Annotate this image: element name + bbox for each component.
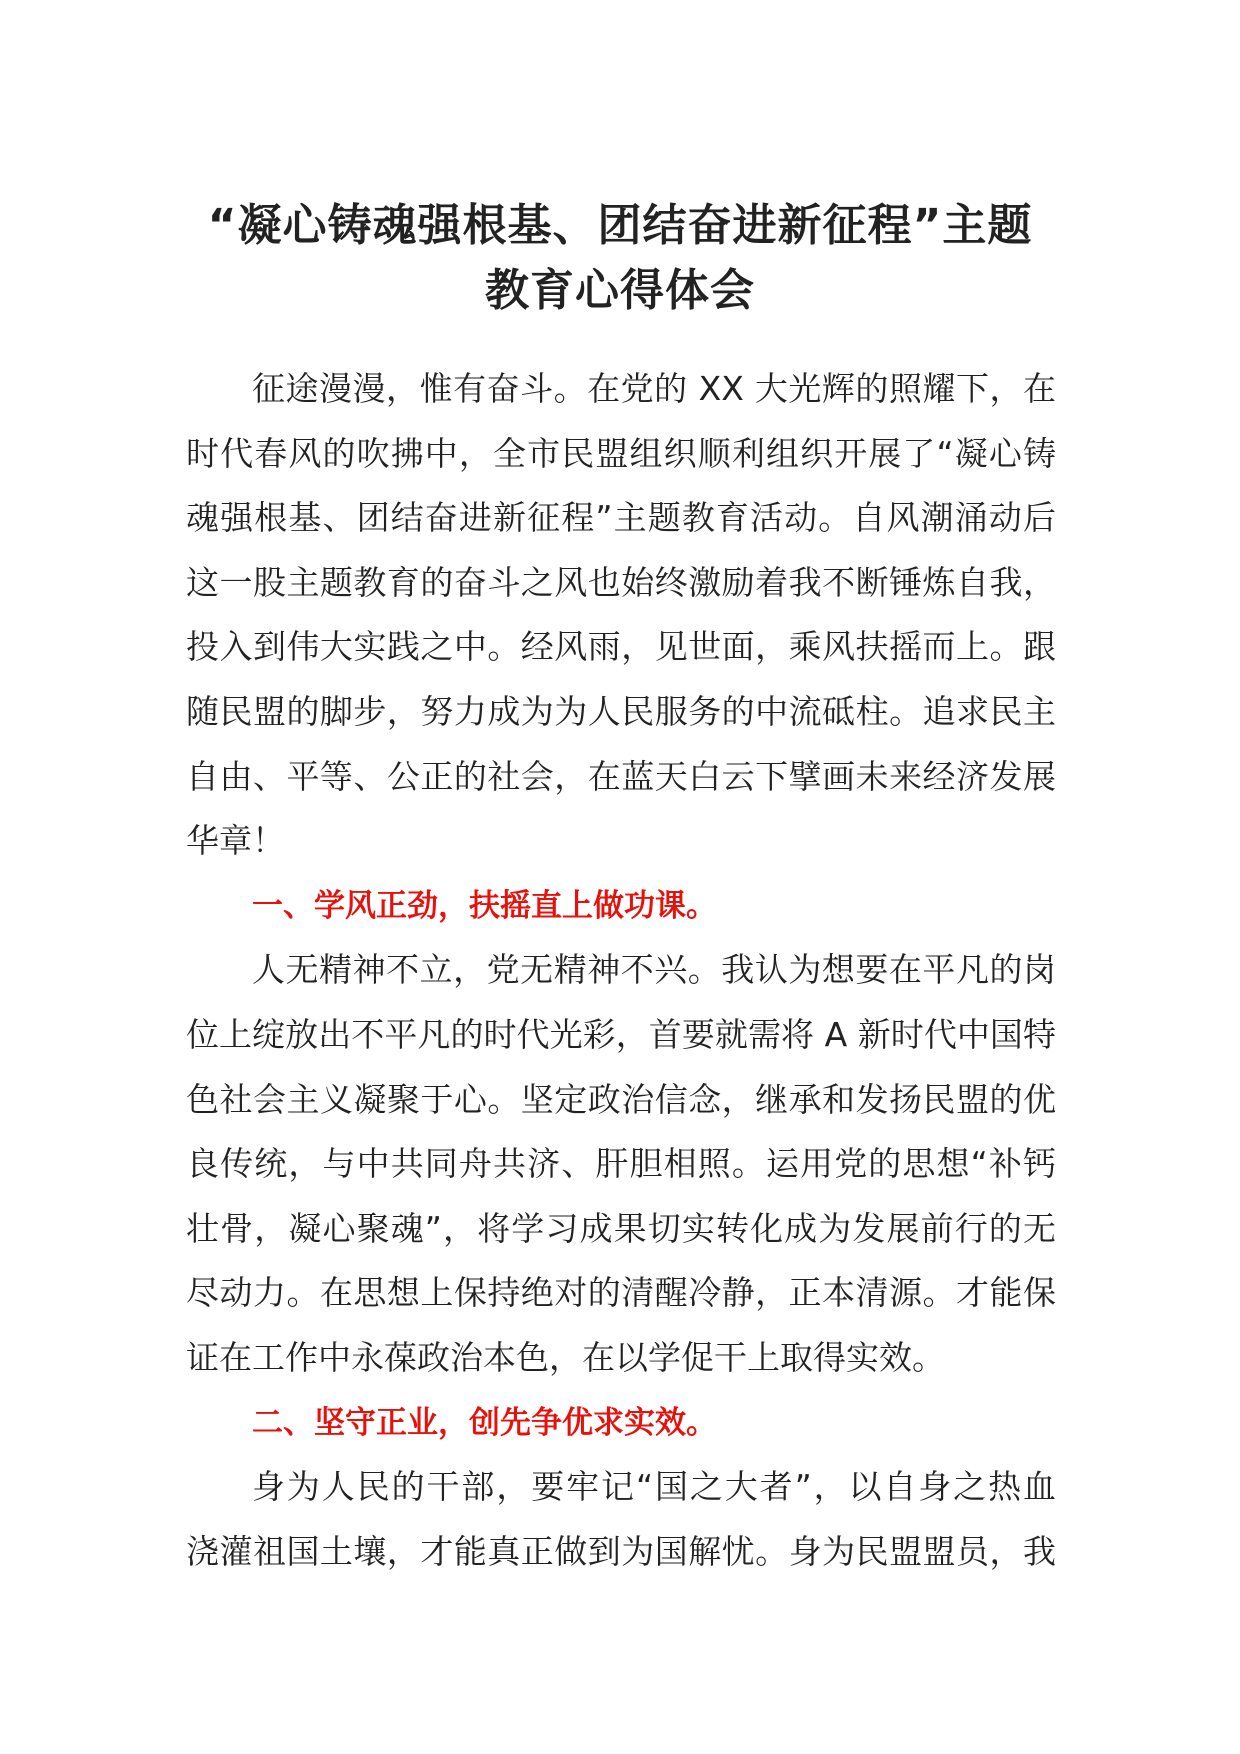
- section-heading-2: 二、坚守正业，创先争优求实效。: [252, 1404, 717, 1441]
- paragraph-line: 这一股主题教育的奋斗之风也始终激励着我不断锤炼自我，: [186, 562, 1056, 602]
- paragraph-line: 身为人民的干部，要牢记“国之大者”，以自身之热血: [252, 1467, 1056, 1507]
- paragraph-line: 色社会主义凝聚于心。坚定政治信念，继承和发扬民盟的优: [186, 1079, 1056, 1119]
- paragraph-line: 尽动力。在思想上保持绝对的清醒冷静，正本清源。才能保: [186, 1273, 1056, 1313]
- document-title: [150, 193, 1090, 323]
- paragraph-line: 良传统，与中共同舟共济、肝胆相照。运用党的思想“补钙: [186, 1144, 1056, 1184]
- paragraph-line: 时代春风的吹拂中，全市民盟组织顺利组织开展了“凝心铸: [186, 433, 1056, 473]
- paragraph-line: 壮骨，凝心聚魂”，将学习成果切实转化成为发展前行的无: [186, 1208, 1056, 1248]
- paragraph-line: 征途漫漫，惟有奋斗。在党的 XX 大光辉的照耀下，在: [252, 369, 1056, 408]
- paragraph-line: 自由、平等、公正的社会，在蓝天白云下擘画未来经济发展: [186, 756, 1056, 796]
- paragraph-line: 投入到伟大实践之中。经风雨，见世面，乘风扶摇而上。跟: [186, 627, 1056, 667]
- paragraph-line: 位上绽放出不平凡的时代光彩，首要就需将 A 新时代中国特: [186, 1014, 1056, 1054]
- paragraph-line: 人无精神不立，党无精神不兴。我认为想要在平凡的岗: [252, 950, 1056, 990]
- paragraph-line: 魂强根基、团结奋进新征程”主题教育活动。自风潮涌动后: [186, 498, 1056, 538]
- document-body: [186, 357, 1056, 1584]
- paragraph-line: 华章！: [186, 821, 285, 861]
- paragraph-line: 随民盟的脚步，努力成为为人民服务的中流砥柱。追求民主: [186, 691, 1056, 731]
- paragraph-line: 浇灌祖国土壤，才能真正做到为国解忧。身为民盟盟员，我: [186, 1531, 1056, 1571]
- section-heading-1: 一、学风正劲，扶摇直上做功课。: [252, 887, 717, 924]
- paragraph-line: 证在工作中永葆政治本色，在以学促干上取得实效。: [186, 1337, 945, 1377]
- title-line-1: “凝心铸魂强根基、团结奋进新征程”主题: [207, 200, 1033, 251]
- title-line-2: 教育心得体会: [485, 265, 755, 316]
